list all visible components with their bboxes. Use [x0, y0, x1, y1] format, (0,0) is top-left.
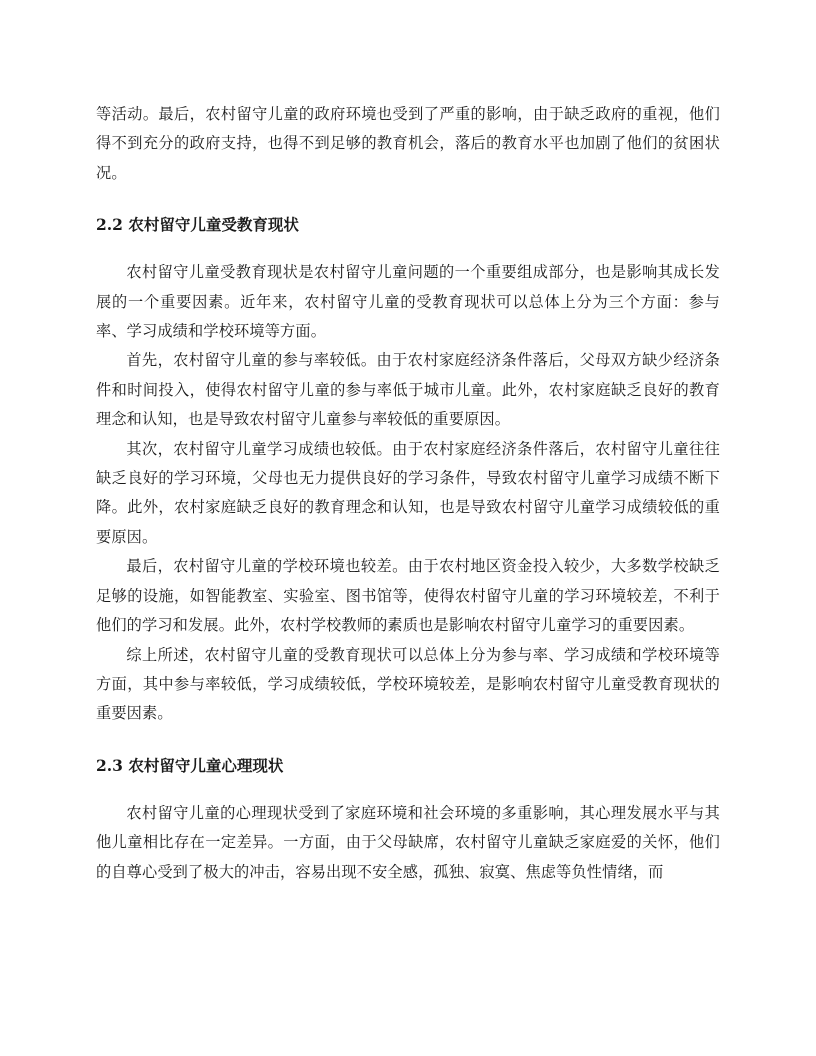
paragraph-2-2-participation: 首先，农村留守儿童的参与率较低。由于农村家庭经济条件落后，父母双方缺少经济条件和时间投入，使得农村留守儿童的参与率低于城市儿童。此外，农村家庭缺乏良好的教育理念和认知，也是导致农村留守儿童参与率较低的重要原因。	[96, 351, 720, 429]
paragraph-2-2-school-environment: 最后，农村留守儿童的学校环境也较差。由于农村地区资金投入较少，大多数学校缺乏足够的设施，如智能教室、实验室、图书馆等，使得农村留守儿童的学习环境较差，不利于他们的学习和发展。此外，农村学校教师的素质也是影响农村留守儿童学习的重要因素。	[96, 557, 720, 635]
continued-paragraph: 等活动。最后，农村留守儿童的政府环境也受到了严重的影响，由于缺乏政府的重视，他们得不到充分的政府支持，也得不到足够的教育机会，落后的教育水平也加剧了他们的贫困状况。	[96, 105, 720, 182]
section-heading-2-2: 2.2 农村留守儿童受教育现状	[96, 215, 299, 235]
section-heading-2-3: 2.3 农村留守儿童心理现状	[96, 755, 284, 775]
paragraph-2-3-intro: 农村留守儿童的心理现状受到了家庭环境和社会环境的多重影响，其心理发展水平与其他儿童相比存在一定差异。一方面，由于父母缺席，农村留守儿童缺乏家庭爱的关怀，他们的自尊心受到了极大的冲击，容易出现不安全感，孤独、寂寞、焦虑等负性情绪，而	[96, 803, 720, 881]
paragraph-2-2-intro: 农村留守儿童受教育现状是农村留守儿童问题的一个重要组成部分，也是影响其成长发展的一个重要因素。近年来，农村留守儿童的受教育现状可以总体上分为三个方面：参与率、学习成绩和学校环境等方面。	[96, 263, 720, 341]
document-page	[96, 100, 720, 887]
paragraph-2-2-grades: 其次，农村留守儿童学习成绩也较低。由于农村家庭经济条件落后，农村留守儿童往往缺乏良好的学习环境，父母也无力提供良好的学习条件，导致农村留守儿童学习成绩不断下降。此外，农村家庭缺乏良好的教育理念和认知，也是导致农村留守儿童学习成绩较低的重要原因。	[96, 439, 720, 546]
paragraph-2-2-summary: 综上所述，农村留守儿童的受教育现状可以总体上分为参与率、学习成绩和学校环境等方面，其中参与率较低，学习成绩较低，学校环境较差，是影响农村留守儿童受教育现状的重要因素。	[96, 645, 720, 723]
